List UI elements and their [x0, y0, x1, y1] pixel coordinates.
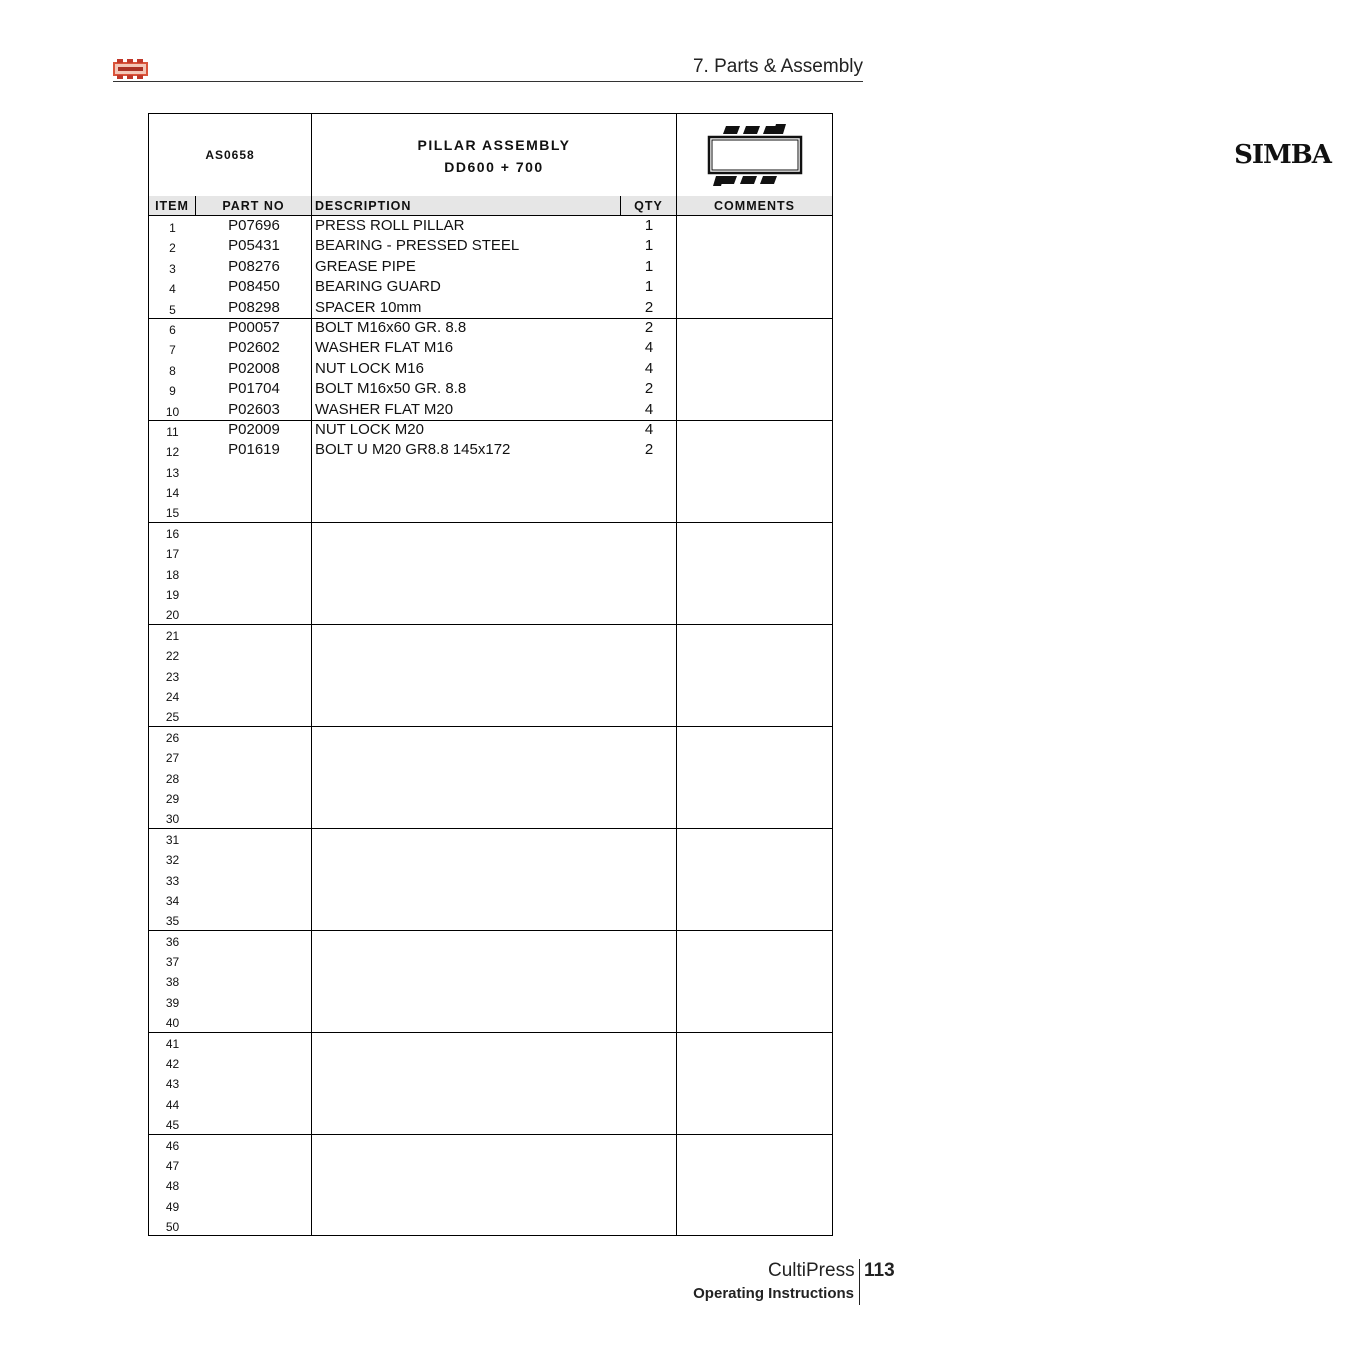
item-number: 48: [165, 1179, 180, 1194]
table-row: [149, 787, 832, 807]
part-description: BOLT U M20 GR8.8 145x172: [315, 441, 511, 459]
col-part-header: PART NO: [196, 196, 312, 215]
item-number: 43: [165, 1077, 180, 1092]
simba-logo: [677, 114, 1331, 196]
table-row: [149, 236, 832, 256]
item-number: 4: [169, 282, 176, 297]
item-number: 35: [165, 914, 180, 929]
item-number: 33: [165, 873, 180, 888]
part-number: P08450: [228, 278, 280, 296]
part-quantity: 2: [644, 441, 654, 459]
part-description: GREASE PIPE: [315, 257, 416, 275]
item-number: 31: [165, 832, 180, 847]
part-number: P02602: [228, 339, 280, 357]
table-row: [149, 216, 832, 236]
table-row: [149, 583, 832, 603]
item-number: 18: [165, 567, 180, 582]
part-number: P01704: [228, 380, 280, 398]
item-number: 5: [169, 302, 176, 317]
table-row: [149, 400, 832, 420]
item-number: 49: [165, 1199, 180, 1214]
simba-logo-small: [113, 59, 148, 79]
col-item-header: ITEM: [149, 196, 196, 215]
item-number: 7: [169, 343, 176, 358]
table-row: [149, 726, 832, 746]
table-row: [149, 1032, 832, 1052]
table-row: [149, 1195, 832, 1215]
part-quantity: 4: [644, 339, 654, 357]
part-description: WASHER FLAT M20: [315, 400, 454, 418]
table-row: [149, 1215, 832, 1235]
item-number: 21: [165, 628, 180, 643]
assembly-title-line1: PILLAR ASSEMBLY: [417, 137, 571, 153]
table-row: [149, 1134, 832, 1154]
col-comments-header: COMMENTS: [714, 199, 795, 213]
table-row: [149, 1154, 832, 1174]
table-row: [149, 481, 832, 501]
table-row: [149, 359, 832, 379]
part-quantity: 2: [644, 298, 654, 316]
item-number: 26: [165, 730, 180, 745]
table-row: [149, 848, 832, 868]
item-number: 47: [165, 1158, 180, 1173]
section-title: 7. Parts & Assembly: [692, 56, 863, 77]
table-row: [149, 1011, 832, 1031]
item-number: 2: [169, 241, 176, 256]
item-number: 15: [165, 506, 180, 521]
table-row: [149, 950, 832, 970]
item-number: 39: [165, 995, 180, 1010]
table-row: [149, 461, 832, 481]
part-quantity: 1: [644, 257, 654, 275]
col-description-header: DESCRIPTION: [312, 196, 621, 215]
parts-sheet: [148, 113, 1331, 1236]
item-number: 44: [165, 1097, 180, 1112]
table-row: [149, 522, 832, 542]
part-number: P08298: [228, 298, 280, 316]
table-row: [149, 767, 832, 787]
table-row: [149, 277, 832, 297]
item-number: 30: [165, 812, 180, 827]
item-number: 17: [165, 547, 180, 562]
part-quantity: 1: [644, 217, 654, 234]
item-number: 9: [169, 384, 176, 399]
item-number: 42: [165, 1057, 180, 1072]
part-number: P00057: [228, 318, 280, 336]
table-row: [149, 930, 832, 950]
table-row: [149, 1093, 832, 1113]
table-row: [149, 1072, 832, 1092]
part-description: NUT LOCK M20: [315, 420, 424, 438]
item-number: 12: [165, 445, 180, 460]
part-number: P02603: [228, 400, 280, 418]
part-description: BEARING - PRESSED STEEL: [315, 237, 520, 255]
part-description: BOLT M16x60 GR. 8.8: [315, 318, 467, 336]
item-number: 34: [165, 893, 180, 908]
header-rule: [113, 81, 863, 82]
part-description: PRESS ROLL PILLAR: [315, 217, 465, 234]
item-number: 29: [165, 791, 180, 806]
table-row: [149, 257, 832, 277]
part-description: BOLT M16x50 GR. 8.8: [315, 380, 467, 398]
item-number: 28: [165, 771, 180, 786]
part-quantity: 1: [644, 237, 654, 255]
product-name: CultiPress: [768, 1260, 855, 1281]
part-quantity: 2: [644, 318, 654, 336]
part-quantity: 4: [644, 400, 654, 418]
item-number: 32: [165, 853, 180, 868]
table-row: [149, 889, 832, 909]
table-row: [149, 501, 832, 521]
part-description: WASHER FLAT M16: [315, 339, 454, 357]
footer-subtitle: Operating Instructions: [693, 1285, 854, 1302]
table-row: [149, 665, 832, 685]
part-quantity: 2: [644, 380, 654, 398]
part-quantity: 4: [644, 420, 654, 438]
table-row: [149, 869, 832, 889]
part-number: P01619: [228, 441, 280, 459]
table-row: [149, 563, 832, 583]
table-row: [149, 1113, 832, 1133]
item-number: 50: [165, 1220, 180, 1235]
sheet-title-row: [149, 114, 1331, 197]
item-number: 16: [165, 526, 180, 541]
part-number: P07696: [228, 217, 280, 234]
table-row: [149, 1052, 832, 1072]
part-number: P02008: [228, 359, 280, 377]
column-header-row: [149, 196, 832, 216]
item-number: 37: [165, 955, 180, 970]
assembly-title: [312, 114, 677, 196]
table-row: [149, 542, 832, 562]
part-number: P05431: [228, 237, 280, 255]
table-row: [149, 1174, 832, 1194]
page-number: 113: [864, 1260, 895, 1281]
item-number: 13: [165, 465, 180, 480]
table-row: [149, 338, 832, 358]
part-number: P02009: [228, 420, 280, 438]
table-row: [149, 705, 832, 725]
item-number: 1: [169, 221, 176, 235]
item-number: 3: [169, 261, 176, 276]
table-row: [149, 440, 832, 460]
part-number: P08276: [228, 257, 280, 275]
parts-rows: [149, 216, 832, 1236]
table-row: [149, 970, 832, 990]
item-number: 38: [165, 975, 180, 990]
table-row: [149, 603, 832, 623]
item-number: 6: [169, 322, 176, 337]
item-number: 8: [169, 363, 176, 378]
table-row: [149, 379, 832, 399]
item-number: 23: [165, 669, 180, 684]
part-description: NUT LOCK M16: [315, 359, 424, 377]
item-number: 40: [165, 1016, 180, 1031]
part-description: BEARING GUARD: [315, 278, 441, 296]
item-number: 14: [165, 486, 180, 501]
item-number: 10: [165, 404, 180, 419]
table-row: [149, 420, 832, 440]
table-row: [149, 909, 832, 929]
item-number: 41: [165, 1036, 180, 1051]
table-row: [149, 644, 832, 664]
item-number: 11: [166, 424, 179, 439]
footer-divider: [859, 1259, 860, 1305]
simba-logo-text: SIMBA: [1234, 140, 1331, 170]
table-row: [149, 298, 832, 318]
item-number: 46: [165, 1138, 180, 1153]
part-quantity: 4: [644, 359, 654, 377]
item-number: 45: [165, 1118, 180, 1133]
item-number: 24: [165, 689, 180, 704]
item-number: 19: [165, 588, 180, 603]
assembly-title-line2: DD600 + 700: [444, 159, 544, 175]
item-number: 20: [165, 608, 180, 623]
table-row: [149, 746, 832, 766]
assembly-code: AS0658: [149, 114, 312, 196]
table-row: [149, 685, 832, 705]
part-quantity: 1: [644, 278, 654, 296]
item-number: 25: [165, 710, 180, 725]
table-row: [149, 991, 832, 1011]
table-row: [149, 807, 832, 827]
item-number: 22: [165, 649, 180, 664]
item-number: 36: [165, 934, 180, 949]
table-row: [149, 318, 832, 338]
table-row: [149, 828, 832, 848]
part-description: SPACER 10mm: [315, 298, 422, 316]
item-number: 27: [165, 751, 180, 766]
col-qty-header: QTY: [621, 196, 677, 215]
table-row: [149, 624, 832, 644]
